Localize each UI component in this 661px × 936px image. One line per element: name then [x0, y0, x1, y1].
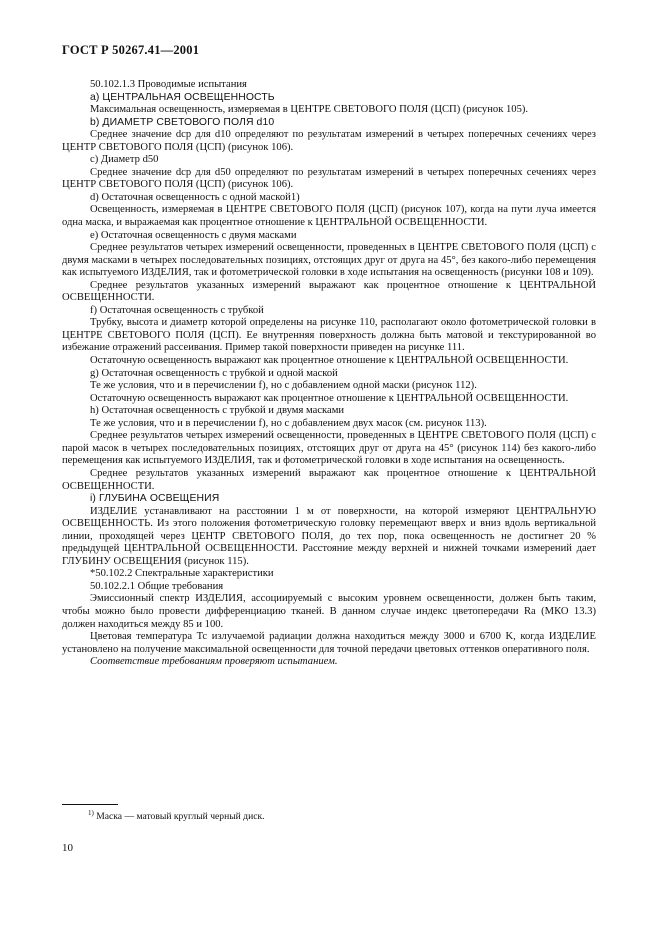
section-heading: 50.102.1.3 Проводимые испытания	[90, 79, 247, 90]
paragraph: Эмиссионный спектр ИЗДЕЛИЯ, ассоциируемый с высоким уровнем освещенности, должен быть таким, чтобы можно было провести дифференциацию тканей. В данном случае индекс цветопередачи Ra (МКО 13.3) должен находиться между 85 и 100.	[62, 593, 596, 630]
paragraph: Максимальная освещенность, измеряемая в ЦЕНТРЕ СВЕТОВОГО ПОЛЯ (ЦСП) (рисунок 105).	[90, 104, 529, 116]
paragraph: Те же условия, что и в перечислении f), но с добавлением одной маски (рисунок 112).	[90, 380, 477, 392]
item-heading: d) Остаточная освещенность с одной маской1)	[90, 191, 300, 203]
item-heading: c) Диаметр d50	[90, 154, 159, 166]
paragraph: Среднее результатов четырех измерений освещенности, проведенных в ЦЕНТРЕ СВЕТОВОГО ПОЛЯ (ЦСП) с двумя масками в четырех последовательных позициях, отстоящих друг от друга на 45°, без какого-либо перемещения как испытуемого ИЗДЕЛИЯ, так и фотометрической головки в ходе испытания на освещенность (рисунки 108 и 109).	[62, 242, 596, 279]
paragraph: Среднее значение dср для d50 определяют по результатам измерений в четырех поперечных сечениях через ЦЕНТР СВЕТОВОГО ПОЛЯ (ЦСП) (рисунок 106).	[62, 166, 596, 191]
paragraph: Остаточную освещенность выражают как процентное отношение к ЦЕНТРАЛЬНОЙ ОСВЕЩЕННОСТИ.	[90, 392, 569, 404]
paragraph: Среднее результатов четырех измерений освещенности, проведенных в ЦЕНТРЕ СВЕТОВОГО ПОЛЯ (ЦСП) с парой масок в четырех последовательных позициях, отстоящих друг от друга на 45° (рисунок 114) без какого-либо перемещения как испытуемого ИЗДЕЛИЯ, так и фотометрической головки в ходе испытания на освещенность.	[62, 430, 596, 467]
paragraph: ИЗДЕЛИЕ устанавливают на расстоянии 1 м от поверхности, на которой измеряют ЦЕНТРАЛЬНУЮ ОСВЕЩЕННОСТЬ. Из этого положения фотометрическую головку перемещают вверх и вниз вдоль вертикальной линии, проходящей через ЦЕНТР СВЕТОВОГО ПОЛЯ, до тех пор, пока освещенность не достигнет 20 % предыдущей ЦЕНТРАЛЬНОЙ ОСВЕЩЕННОСТИ. Расстояние между верхней и нижней точками измерений дает ГЛУБИНУ ОСВЕЩЕНИЯ (рисунок 115).	[62, 505, 596, 567]
footnote-text: Маска — матовый круглый черный диск.	[96, 811, 265, 823]
paragraph: Трубку, высота и диаметр которой определены на рисунке 110, располагают около фотометрической головки в ЦЕНТРЕ СВЕТОВОГО ПОЛЯ (ЦСП). Ее внутренняя поверхность должна быть матовой и текстурированной во избежание отражений рассеивания. Пример такой поверхности приведен на рисунке 111.	[62, 317, 596, 354]
item-heading: i) ГЛУБИНА ОСВЕЩЕНИЯ	[90, 493, 220, 505]
paragraph: Среднее значение dср для d10 определяют по результатам измерений в четырех поперечных сечениях через ЦЕНТР СВЕТОВОГО ПОЛЯ (ЦСП) (рисунок 106).	[62, 129, 596, 153]
item-heading: g) Остаточная освещенность с трубкой и одной маской	[90, 367, 338, 379]
paragraph: Среднее результатов указанных измерений выражают как процентное отношение к ЦЕНТРАЛЬНОЙ ОСВЕЩЕННОСТИ.	[62, 279, 596, 304]
document-header: ГОСТ Р 50267.41—2001	[62, 43, 200, 57]
section-heading: 50.102.2.1 Общие требования	[90, 580, 224, 592]
paragraph: Те же условия, что и в перечислении f), но с добавлением двух масок (см. рисунок 113).	[90, 417, 487, 429]
page-number: 10	[62, 842, 73, 854]
compliance-note: Соответствие требованиям проверяют испытанием.	[90, 656, 338, 668]
item-heading: b) ДИАМЕТР СВЕТОВОГО ПОЛЯ d10	[90, 116, 275, 128]
paragraph: Освещенность, измеряемая в ЦЕНТРЕ СВЕТОВОГО ПОЛЯ (ЦСП) (рисунок 107), когда на пути луча имеется одна маска, и выражаемая как процентное отношение к ЦЕНТРАЛЬНОЙ ОСВЕЩЕННОСТИ.	[62, 204, 596, 229]
item-heading: a) ЦЕНТРАЛЬНАЯ ОСВЕЩЕННОСТЬ	[90, 91, 275, 103]
footnote-mark: 1)	[88, 809, 94, 817]
paragraph: Среднее результатов указанных измерений выражают как процентное отношение к ЦЕНТРАЛЬНОЙ ОСВЕЩЕННОСТИ.	[62, 467, 596, 492]
item-heading: e) Остаточная освещенность с двумя масками	[90, 229, 297, 241]
item-heading: f) Остаточная освещенность с трубкой	[90, 304, 264, 316]
footnote-divider	[62, 804, 118, 805]
item-heading: h) Остаточная освещенность с трубкой и двумя масками	[90, 405, 345, 417]
document-body	[62, 79, 596, 669]
paragraph: Остаточную освещенность выражают как процентное отношение к ЦЕНТРАЛЬНОЙ ОСВЕЩЕННОСТИ.	[90, 355, 569, 367]
footnote	[88, 809, 265, 822]
section-heading: *50.102.2 Спектральные характеристики	[90, 568, 274, 580]
paragraph: Цветовая температура Tc излучаемой радиации должна находиться между 3000 и 6700 K, когда ИЗДЕЛИЕ установлено на получение максимальной освещенности для точной передачи цветовых оттенков оперативного поля.	[62, 631, 596, 655]
